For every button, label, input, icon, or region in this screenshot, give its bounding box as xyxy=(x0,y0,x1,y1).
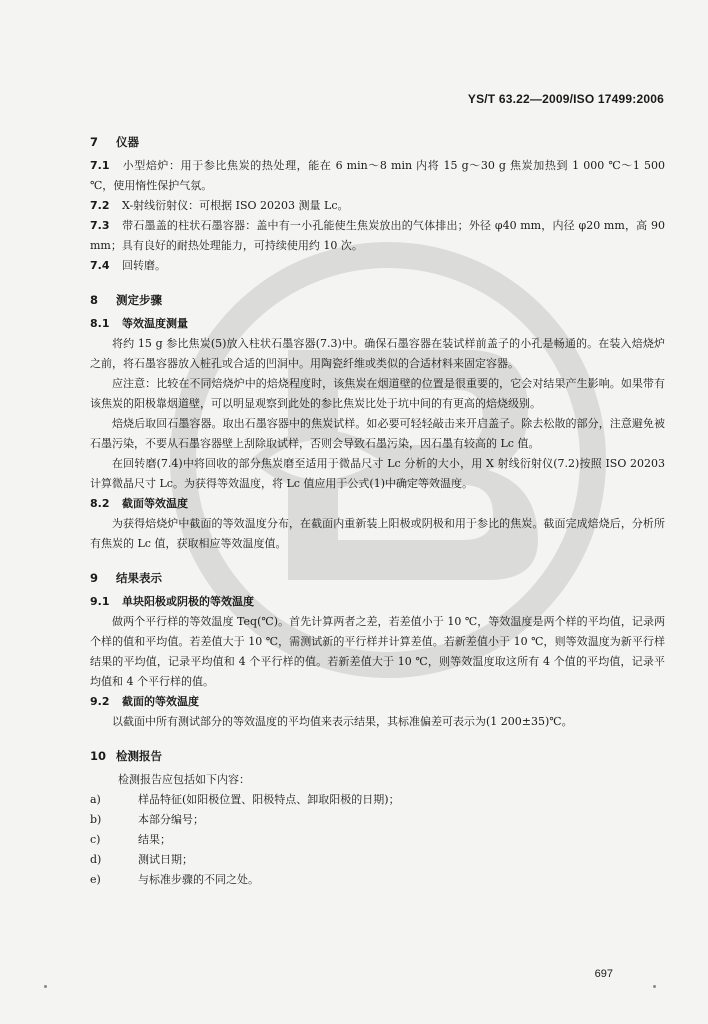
subsection-number: 8.1 xyxy=(90,317,110,330)
list-label: e) xyxy=(90,873,101,886)
subsection-number: 9.2 xyxy=(90,695,110,708)
section-title: 结果表示 xyxy=(116,571,162,585)
clause-7-4 xyxy=(90,256,665,276)
document-body xyxy=(90,132,665,890)
list-text: 结果； xyxy=(138,833,171,846)
list-label: d) xyxy=(90,853,102,866)
subsection-title: 截面等效温度 xyxy=(122,497,188,510)
clause-7-3 xyxy=(90,216,665,256)
report-list-item xyxy=(90,830,665,850)
report-list-item xyxy=(90,870,665,890)
list-text: 测试日期； xyxy=(138,853,193,866)
subsection-8-1-heading xyxy=(90,314,665,334)
report-list-item xyxy=(90,850,665,870)
clause-number: 7.1 xyxy=(90,159,110,172)
subsection-title: 等效温度测量 xyxy=(122,317,188,330)
list-text: 本部分编号； xyxy=(138,813,204,826)
paragraph: 应注意：比较在不同焙烧炉中的焙烧程度时，该焦炭在烟道壁的位置是很重要的，它会对结果产生影响。如果带有该焦炭的阳极靠烟道壁，可以明显观察到此处的参比焦炭比处于坑中间的有更高的焙烧级别。 xyxy=(90,377,665,410)
clause-number: 7.4 xyxy=(90,259,110,272)
section-9-heading xyxy=(90,568,665,588)
section-title: 检测报告 xyxy=(116,749,162,763)
section-7-heading xyxy=(90,132,665,152)
list-text: 样品特征(如阳极位置、阳极特点、卸取阳极的日期)； xyxy=(138,793,400,806)
list-text: 与标准步骤的不同之处。 xyxy=(138,873,259,886)
subsection-9-2-heading xyxy=(90,692,665,712)
subsection-title: 截面的等效温度 xyxy=(122,695,199,708)
section-number: 10 xyxy=(90,749,107,763)
subsection-9-1-heading xyxy=(90,592,665,612)
section-title: 测定步骤 xyxy=(116,293,162,307)
clause-text: 小型焙炉：用于参比焦炭的热处理，能在 6 min～8 min 内将 15 g～30 g 焦炭加热到 1 000 ℃～1 500 ℃，使用惰性保护气氛。 xyxy=(90,159,665,192)
subsection-number: 9.1 xyxy=(90,595,110,608)
section-8-heading xyxy=(90,290,665,310)
paragraph: 将约 15 g 参比焦炭(5)放入柱状石墨容器(7.3)中。确保石墨容器在装试样前盖子的小孔是畅通的。在装入焙烧炉之前，将石墨容器放入桩孔或合适的凹洞中。用陶瓷纤维或类似的合适材料来固定容器。 xyxy=(90,337,665,370)
section-number: 8 xyxy=(90,293,99,307)
paragraph: 为获得焙烧炉中截面的等效温度分布，在截面内重新装上阳极或阴极和用于参比的焦炭。截面完成焙烧后，分析所有焦炭的 Lc 值，获取相应等效温度值。 xyxy=(90,517,665,550)
section-10-heading xyxy=(90,746,665,766)
section-number: 9 xyxy=(90,571,99,585)
page-number: 697 xyxy=(594,968,613,980)
clause-number: 7.2 xyxy=(90,199,110,212)
scan-mark xyxy=(44,985,47,988)
scan-mark xyxy=(653,985,656,988)
section-number: 7 xyxy=(90,135,99,149)
list-label: b) xyxy=(90,813,102,826)
subsection-8-2-heading xyxy=(90,494,665,514)
subsection-title: 单块阳极或阴极的等效温度 xyxy=(122,595,254,608)
clause-text: 带石墨盖的柱状石墨容器：盖中有一小孔能使生焦炭放出的气体排出；外径 φ40 mm，内径 φ20 mm，高 90 mm；具有良好的耐热处理能力，可持续使用约 10 次。 xyxy=(90,219,665,252)
clause-number: 7.3 xyxy=(90,219,110,232)
clause-text: X-射线衍射仪：可根据 ISO 20203 测量 Lc。 xyxy=(122,199,349,212)
list-label: a) xyxy=(90,793,101,806)
paragraph: 在回转磨(7.4)中将回收的部分焦炭磨至适用于微晶尺寸 Lc 分析的大小，用 X 射线衍射仪(7.2)按照 ISO 20203 计算微晶尺寸 Lc。为获得等效温度，将 Lc 值应用于公式(1)中确定等效温度。 xyxy=(90,457,665,490)
paragraph: 以截面中所有测试部分的等效温度的平均值来表示结果，其标准偏差可表示为(1 200±35)℃。 xyxy=(112,715,573,728)
report-list-item xyxy=(90,810,665,830)
clause-7-2 xyxy=(90,196,665,216)
report-list-item xyxy=(90,790,665,810)
paragraph: 焙烧后取回石墨容器。取出石墨容器中的焦炭试样。如必要可轻轻敲击来开启盖子。除去松散的部分，注意避免被石墨污染，不要从石墨容器壁上刮除取试样，否则会导致石墨污染，因石墨有较高的 Lc 值。 xyxy=(90,417,665,450)
clause-text: 回转磨。 xyxy=(122,259,166,272)
subsection-number: 8.2 xyxy=(90,497,110,510)
paragraph: 做两个平行样的等效温度 Teq(℃)。首先计算两者之差，若差值小于 10 ℃，等效温度是两个样的平均值，记录两个样的值和平均值。若差值大于 10 ℃，需测试新的平行样并计算差值。若新差值小于 10 ℃，则等效温度为新平行样结果的平均值，记录平均值和 4 个平行样的值。若新差值大于 10 ℃，则等效温度取这所有 4 个值的平均值，记录平均值和 4 个平行样的值。 xyxy=(90,615,665,688)
standard-code-header: YS/T 63.22—2009/ISO 17499:2006 xyxy=(467,92,664,106)
report-intro: 检测报告应包括如下内容： xyxy=(118,773,250,786)
list-label: c) xyxy=(90,833,101,846)
section-title: 仪器 xyxy=(116,135,139,149)
clause-7-1 xyxy=(90,156,665,196)
